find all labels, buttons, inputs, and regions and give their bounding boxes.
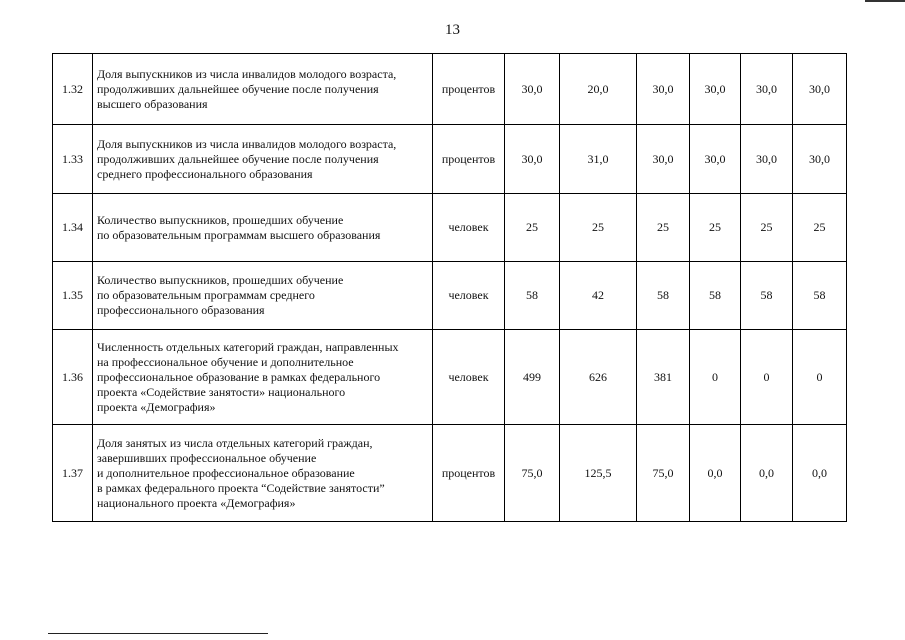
corner-mark	[865, 0, 905, 2]
value-cell: 25	[637, 194, 690, 262]
page-number: 13	[445, 22, 460, 38]
value-cell: 30,0	[505, 125, 560, 194]
table-row	[53, 262, 847, 330]
table-row	[53, 425, 847, 522]
value-cell: 30,0	[690, 125, 741, 194]
row-number: 1.35	[53, 262, 93, 330]
value-cell: 20,0	[560, 54, 637, 125]
indicator-description: Доля выпускников из числа инвалидов молодого возраста, продолживших дальнейшее обучение после получения среднего профессионального образования	[93, 125, 433, 194]
value-cell: 30,0	[741, 125, 793, 194]
indicator-description: Доля занятых из числа отдельных категорий граждан, завершивших профессиональное обучение и дополнительное профессиональное образование в рамках федерального проекта “Содействие занятости” национального проекта «Демография»	[93, 425, 433, 522]
value-cell: 30,0	[505, 54, 560, 125]
unit-cell: человек	[433, 194, 505, 262]
value-cell: 626	[560, 330, 637, 425]
indicator-description: Численность отдельных категорий граждан, направленных на профессиональное обучение и дополнительное профессиональное образование в рамках федерального проекта «Содействие занятости» национального проекта «Демография»	[93, 330, 433, 425]
value-cell: 30,0	[690, 54, 741, 125]
value-cell: 0	[690, 330, 741, 425]
unit-cell: процентов	[433, 425, 505, 522]
row-number: 1.32	[53, 54, 93, 125]
value-cell: 0	[741, 330, 793, 425]
value-cell: 30,0	[637, 125, 690, 194]
value-cell: 125,5	[560, 425, 637, 522]
value-cell: 58	[637, 262, 690, 330]
value-cell: 25	[793, 194, 847, 262]
value-cell: 25	[741, 194, 793, 262]
value-cell: 58	[505, 262, 560, 330]
value-cell: 0,0	[793, 425, 847, 522]
table-row	[53, 54, 847, 125]
value-cell: 25	[505, 194, 560, 262]
indicator-description: Количество выпускников, прошедших обучение по образовательным программам высшего образования	[93, 194, 433, 262]
value-cell: 75,0	[505, 425, 560, 522]
value-cell: 30,0	[793, 54, 847, 125]
value-cell: 58	[741, 262, 793, 330]
footnote-divider	[48, 633, 268, 634]
value-cell: 58	[690, 262, 741, 330]
value-cell: 30,0	[741, 54, 793, 125]
value-cell: 30,0	[793, 125, 847, 194]
value-cell: 0	[793, 330, 847, 425]
unit-cell: человек	[433, 330, 505, 425]
table-row	[53, 194, 847, 262]
value-cell: 25	[560, 194, 637, 262]
table-row	[53, 125, 847, 194]
table-row	[53, 330, 847, 425]
value-cell: 0,0	[741, 425, 793, 522]
row-number: 1.34	[53, 194, 93, 262]
indicator-description: Количество выпускников, прошедших обучение по образовательным программам среднего профессионального образования	[93, 262, 433, 330]
value-cell: 42	[560, 262, 637, 330]
value-cell: 31,0	[560, 125, 637, 194]
value-cell: 0,0	[690, 425, 741, 522]
value-cell: 499	[505, 330, 560, 425]
unit-cell: процентов	[433, 54, 505, 125]
unit-cell: человек	[433, 262, 505, 330]
value-cell: 58	[793, 262, 847, 330]
row-number: 1.37	[53, 425, 93, 522]
value-cell: 75,0	[637, 425, 690, 522]
unit-cell: процентов	[433, 125, 505, 194]
indicators-table	[52, 53, 847, 522]
value-cell: 30,0	[637, 54, 690, 125]
row-number: 1.33	[53, 125, 93, 194]
row-number: 1.36	[53, 330, 93, 425]
indicator-description: Доля выпускников из числа инвалидов молодого возраста, продолживших дальнейшее обучение после получения высшего образования	[93, 54, 433, 125]
value-cell: 381	[637, 330, 690, 425]
value-cell: 25	[690, 194, 741, 262]
